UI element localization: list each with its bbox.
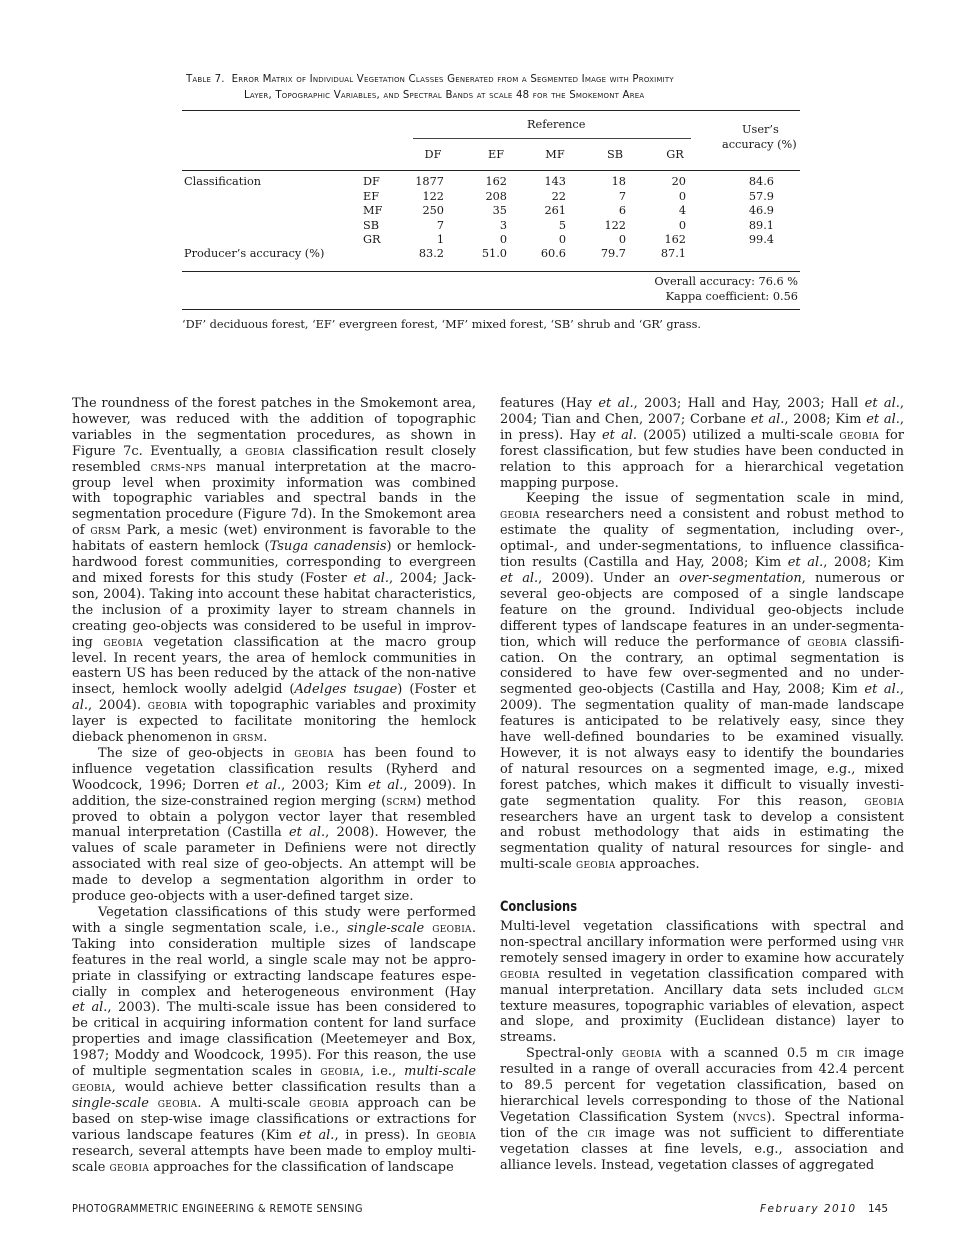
reference-header: Reference xyxy=(527,118,586,131)
text-line: Figure 7c. Eventually, a geobia classification result closely xyxy=(72,443,476,459)
conclusions-heading: Conclusions xyxy=(500,899,578,915)
text-line: features in the real world, a single scale may not be appro- xyxy=(72,952,476,968)
text-line: values of scale parameter in Definiens were not directly xyxy=(72,841,476,857)
text-line: al., 2004). geobia with topographic variables and proximity xyxy=(72,698,476,714)
text-line: and slope, and proximity (Euclidean distance) layer to xyxy=(500,1014,904,1030)
text-line: be critical in acquiring information content for land surface xyxy=(72,1016,476,1032)
text-line: geobia resulted in vegetation classification compared with xyxy=(500,966,904,982)
journal-name: PHOTOGRAMMETRIC ENGINEERING & REMOTE SENSING xyxy=(72,1203,363,1215)
row-class-gr: GR xyxy=(363,233,381,246)
text-line: multi-scale geobia approaches. xyxy=(500,857,700,873)
producers-accuracy-cell: 83.2 xyxy=(418,247,444,260)
text-line: however, was reduced with the addition of topographic xyxy=(72,411,476,427)
text-line: son, 2004). Taking into account these habitat characteristics, xyxy=(72,586,476,602)
matrix-cell: 0 xyxy=(678,189,686,203)
text-line: streams. xyxy=(500,1030,557,1046)
table-top-rule xyxy=(182,110,800,111)
text-line: Woodcock, 1996; Dorren et al., 2003; Kim et al., 2009). In xyxy=(72,777,476,793)
ref-col-header-ef: EF xyxy=(487,148,505,161)
text-line: several geo-objects are composed of a single landscape xyxy=(500,586,904,602)
table-footnote: ‘DF’ deciduous forest, ‘EF’ evergreen forest, ‘MF’ mixed forest, ‘SB’ shrub and ‘GR’ grass. xyxy=(182,318,701,331)
text-line: tion of the cir image was not sufficient to differentiate xyxy=(500,1125,904,1141)
text-line: various landscape features (Kim et al., in press). In geobia xyxy=(72,1127,476,1143)
matrix-cell: 0 xyxy=(678,218,686,232)
issue-date: February 2010 xyxy=(759,1203,857,1215)
text-line: research, several attempts have been made to employ multi- xyxy=(72,1143,476,1159)
text-line: forest patches, which makes it difficult to visually investi- xyxy=(500,777,904,793)
text-line: estimate the quality of segmentation, including over-, xyxy=(500,523,904,539)
text-line: Keeping the issue of segmentation scale in mind, xyxy=(526,491,904,507)
producers-accuracy-cell: 87.1 xyxy=(660,247,686,260)
text-line: and mixed forests for this study (Foster et al., 2004; Jack- xyxy=(72,570,477,586)
matrix-cell: 1 xyxy=(436,233,444,246)
matrix-cell: 18 xyxy=(611,175,626,188)
classification-label: Classification xyxy=(184,175,262,188)
users-accuracy-header-1: User’s xyxy=(742,123,779,136)
text-line: scale geobia approaches for the classification of landscape xyxy=(72,1159,454,1175)
ref-col-header-sb: SB xyxy=(606,148,624,161)
text-line: tion results (Castilla and Hay, 2008; Kim et al., 2008; Kim xyxy=(500,555,904,571)
row-class-sb: SB xyxy=(363,218,380,232)
matrix-cell: 261 xyxy=(544,204,566,217)
matrix-cell: 20 xyxy=(671,175,686,188)
text-line: made to develop a segmentation algorithm in order to xyxy=(72,873,476,889)
text-line: Spectral-only geobia with a scanned 0.5 m cir image xyxy=(526,1046,904,1062)
text-line: forest classification, but few studies have been conducted in xyxy=(500,443,904,459)
users-accuracy-cell: 84.6 xyxy=(748,175,774,188)
text-line: based on step-wise image classifications or extractions for xyxy=(72,1111,476,1127)
producers-accuracy-cell: 60.6 xyxy=(540,247,566,260)
text-line: addition, the size-constrained region merging (scrm) method xyxy=(72,793,476,809)
text-line: texture measures, topographic variables of elevation, aspect xyxy=(500,998,904,1014)
text-line: the inclusion of a proximity layer to stream channels in xyxy=(72,602,476,618)
text-line: with topographic variables and spectral bands in the xyxy=(72,491,476,507)
text-line: Vegetation classifications of this study were performed xyxy=(98,905,476,920)
text-line: et al., 2009). Under an over-segmentation, numerous or xyxy=(500,570,904,586)
matrix-cell: 1877 xyxy=(415,175,444,188)
table-bottom-rule xyxy=(182,309,800,310)
header-bottom-rule xyxy=(182,170,800,171)
page-number: 145 xyxy=(867,1203,888,1215)
text-line: influence vegetation classification results (Ryherd and xyxy=(72,761,476,777)
text-line: Taking into consideration multiple sizes of landscape xyxy=(72,936,476,952)
text-line: produce geo-objects with a user-defined target size. xyxy=(72,889,414,905)
text-line: dieback phenomenon in grsm. xyxy=(72,730,268,746)
row-class-df: DF xyxy=(363,175,380,188)
text-line: relation to this approach for a hierarchical vegetation xyxy=(500,459,904,475)
text-line: remotely sensed imagery in order to examine how accurately xyxy=(500,950,904,966)
matrix-cell: 122 xyxy=(604,218,626,232)
text-line: geobia researchers need a consistent and robust method to xyxy=(500,507,904,523)
left-column xyxy=(72,396,476,1175)
caption-line-2: Layer, Topographic Variables, and Spectral Bands at scale 48 for the Smokemont Area xyxy=(244,89,645,101)
row-class-ef: EF xyxy=(363,189,380,203)
matrix-cell: 0 xyxy=(558,233,566,246)
text-line: of grsm Park, a mesic (wet) environment is favorable to the xyxy=(72,523,476,539)
right-column-top xyxy=(500,396,904,873)
matrix-cell: 3 xyxy=(499,218,507,232)
text-line: level. In recent years, the area of hemlock communities in xyxy=(72,650,476,666)
text-line: different types of landscape features in an under-segmenta- xyxy=(500,618,904,634)
row-class-mf: MF xyxy=(363,204,383,217)
text-line: tion, which will reduce the performance of geobia classifi- xyxy=(500,634,904,650)
text-line: cially in complex and heterogeneous environment (Hay xyxy=(72,984,476,1000)
text-line: layer is expected to facilitate monitoring the hemlock xyxy=(72,714,476,730)
text-line: resulted in a range of overall accuracies from 42.4 percent xyxy=(500,1062,904,1078)
text-line: However, it is not always easy to identify the boundaries xyxy=(500,745,904,761)
text-line: researchers have an urgent task to develop a consistent xyxy=(500,809,904,825)
text-line: non-spectral ancillary information were performed using vhr xyxy=(500,934,904,950)
text-line: group level when proximity information was combined xyxy=(72,475,476,491)
users-accuracy-cell: 46.9 xyxy=(748,204,774,217)
ref-col-header-gr: GR xyxy=(666,148,684,161)
text-line: of natural resources on a segmented image, e.g., mixed xyxy=(500,761,904,777)
matrix-cell: 35 xyxy=(492,204,507,217)
text-line: segmentation quality of natural resources for single- and xyxy=(500,841,904,857)
text-line: insect, hemlock woolly adelgid (Adelges tsugae) (Foster et xyxy=(72,682,476,698)
text-line: feature on the ground. Individual geo-objects include xyxy=(500,602,904,618)
text-line: 2004; Tian and Chen, 2007; Corbane et al., 2008; Kim et al., xyxy=(500,411,904,427)
footer-right xyxy=(760,1203,888,1215)
producers-accuracy-cell: 51.0 xyxy=(481,247,507,260)
text-line: features (Hay et al., 2003; Hall and Hay, 2003; Hall et al., xyxy=(500,396,905,411)
text-line: to 89.5 percent for vegetation classification, based on xyxy=(500,1078,904,1094)
matrix-cell: 162 xyxy=(485,175,507,188)
matrix-cell: 4 xyxy=(678,204,686,217)
text-line: resembled crms-nps manual interpretation at the macro- xyxy=(72,459,476,475)
producers-bottom-rule xyxy=(182,271,800,272)
matrix-cell: 0 xyxy=(618,233,626,246)
text-line: segmented geo-objects (Castilla and Hay, 2008; Kim et al., xyxy=(500,682,904,698)
text-line: Multi-level vegetation classifications with spectral and xyxy=(500,919,904,934)
ref-col-header-df: DF xyxy=(424,148,442,161)
text-line: The roundness of the forest patches in the Smokemont area, xyxy=(72,396,476,411)
users-accuracy-cell: 99.4 xyxy=(748,233,774,246)
text-line: eastern US has been reduced by the attack of the non-native xyxy=(72,666,476,682)
text-line: proved to obtain a polygon vector layer that resembled xyxy=(72,809,476,825)
ref-col-header-mf: MF xyxy=(545,148,565,161)
matrix-cell: 0 xyxy=(499,233,507,246)
text-line: with a single segmentation scale, i.e., single-scale geobia. xyxy=(72,920,476,936)
text-line: have well-defined boundaries to be examined visually. xyxy=(500,730,904,746)
text-line: gate segmentation quality. For this reason, geobia xyxy=(500,793,904,809)
right-column-bottom xyxy=(500,919,904,1174)
text-line: in press). Hay et al. (2005) utilized a multi-scale geobia for xyxy=(500,427,904,443)
text-line: habitats of eastern hemlock (Tsuga canadensis) or hemlock- xyxy=(72,539,476,555)
text-line: and robust methodology that aids in estimating the xyxy=(500,825,904,841)
table-caption xyxy=(186,72,802,103)
text-line: The size of geo-objects in geobia has been found to xyxy=(98,745,476,761)
text-line: features is anticipated to be relatively easy, since they xyxy=(500,714,904,730)
matrix-cell: 7 xyxy=(618,189,626,203)
matrix-cell: 22 xyxy=(551,189,566,203)
text-line: et al., 2003). The multi-scale issue has been considered to xyxy=(72,1000,477,1016)
text-line: mapping purpose. xyxy=(500,475,619,491)
table-label: Table 7. xyxy=(186,74,225,85)
text-line: priate in classifying or extracting landscape features espe- xyxy=(72,968,476,984)
text-line: cation. On the contrary, an optimal segmentation is xyxy=(500,650,904,666)
matrix-cell: 250 xyxy=(422,204,444,217)
matrix-cell: 162 xyxy=(664,233,686,246)
reference-rule xyxy=(413,138,691,139)
text-line: manual interpretation. Ancillary data sets included glcm xyxy=(500,982,904,998)
users-accuracy-header-2: accuracy (%) xyxy=(722,138,797,151)
text-line: hardwood forest communities, corresponding to evergreen xyxy=(72,555,476,571)
text-line: associated with real size of geo-objects. An attempt will be xyxy=(72,857,476,873)
producers-accuracy-cell: 79.7 xyxy=(600,247,626,260)
overall-accuracy: Overall accuracy: 76.6 % xyxy=(654,275,798,288)
matrix-cell: 143 xyxy=(544,175,566,188)
users-accuracy-cell: 89.1 xyxy=(748,218,774,232)
kappa-coefficient: Kappa coefficient: 0.56 xyxy=(665,290,798,303)
text-line: optimal-, and under-segmentations, to influence classifica- xyxy=(500,539,904,555)
text-line: of multiple segmentation scales in geobia, i.e., multi-scale xyxy=(72,1064,476,1080)
text-line: Vegetation Classification System (nvcs). Spectral informa- xyxy=(500,1109,904,1125)
caption-line-1: Error Matrix of Individual Vegetation Classes Generated from a Segmented Image with Proximity xyxy=(231,74,674,85)
text-line: alliance levels. Instead, vegetation classes of aggregated xyxy=(500,1157,875,1173)
text-line: variables in the segmentation procedures, as shown in xyxy=(72,427,476,443)
text-line: hierarchical levels corresponding to those of the National xyxy=(500,1093,904,1109)
text-line: creating geo-objects was considered to be useful in improv- xyxy=(72,618,476,634)
matrix-cell: 7 xyxy=(436,218,444,232)
matrix-cell: 122 xyxy=(422,189,444,203)
text-line: geobia, would achieve better classification results than a xyxy=(72,1079,476,1095)
text-line: 1987; Moddy and Woodcock, 1995). For this reason, the use xyxy=(72,1048,476,1064)
users-accuracy-cell: 57.9 xyxy=(748,189,774,203)
text-line: 2009). The segmentation quality of man-made landscape xyxy=(500,698,904,714)
text-line: manual interpretation (Castilla et al., 2008). However, the xyxy=(72,825,476,841)
text-line: vegetation classes at fine levels, e.g., association and xyxy=(500,1141,904,1157)
producers-accuracy-label: Producer’s accuracy (%) xyxy=(184,247,325,260)
matrix-cell: 5 xyxy=(558,218,566,232)
text-line: segmentation procedure (Figure 7d). In the Smokemont area xyxy=(72,507,476,523)
text-line: considered to have few over-segmented and no under- xyxy=(500,666,904,682)
text-line: single-scale geobia. A multi-scale geobia approach can be xyxy=(72,1095,476,1111)
matrix-cell: 208 xyxy=(485,189,507,203)
text-line: properties and image classification (Meetemeyer and Box, xyxy=(72,1032,476,1048)
matrix-cell: 6 xyxy=(618,204,626,217)
text-line: ing geobia vegetation classification at the macro group xyxy=(72,634,476,650)
